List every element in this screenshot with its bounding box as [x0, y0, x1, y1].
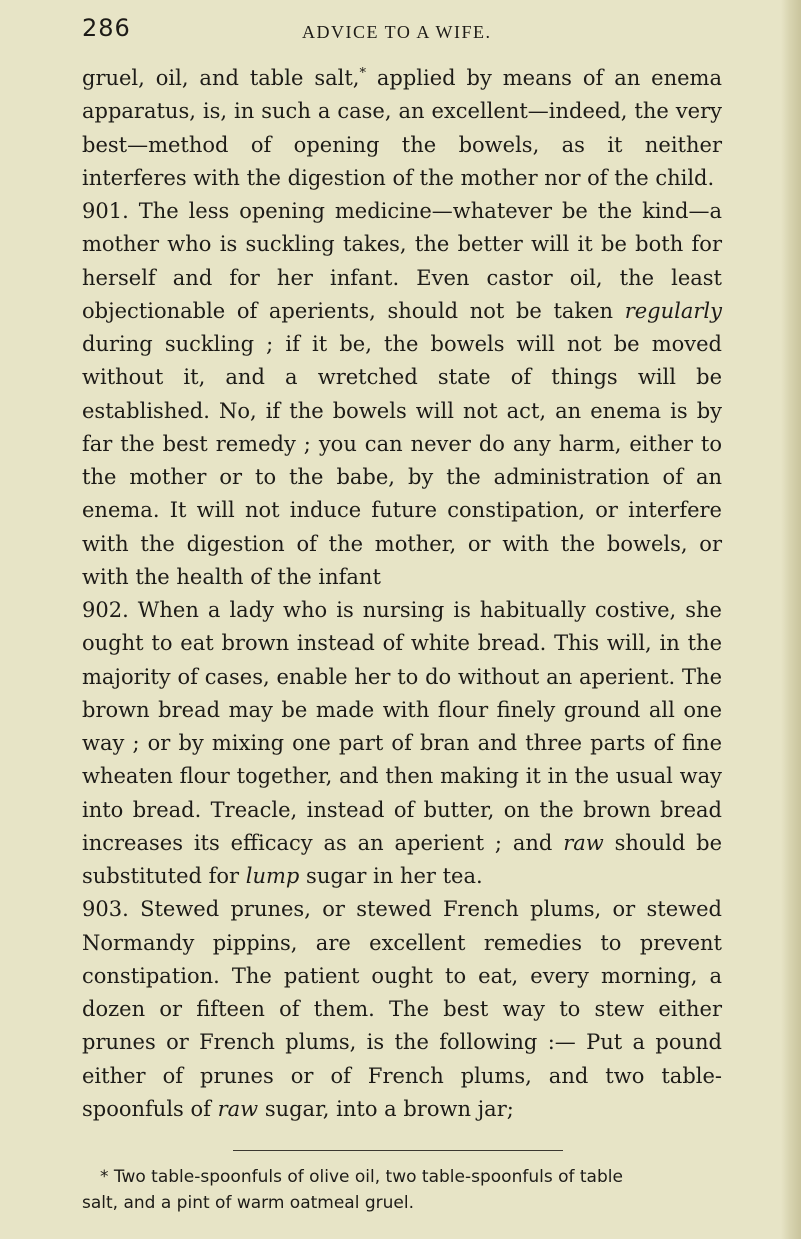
- footnote-line: salt, and a pint of warm oatmeal gruel.: [82, 1193, 414, 1213]
- text-run: sugar, into a brown jar;: [258, 1096, 514, 1121]
- footnote-divider: [233, 1150, 563, 1151]
- paragraph-902: [82, 594, 722, 893]
- paragraph-901: [82, 195, 722, 594]
- italic-text: regularly: [624, 298, 722, 323]
- page-number: 286: [82, 14, 131, 42]
- body-text: [82, 62, 722, 1126]
- italic-text: raw: [217, 1096, 259, 1121]
- running-head: ADVICE TO A WIFE.: [302, 22, 492, 42]
- text-run: applied by means of an enema apparatus, is, in such a case, an excellent—indeed, the very best—method of opening the bowels, as it neither interferes with the digestion of the mother nor of the child.: [82, 66, 722, 190]
- footnote-marker: *: [359, 66, 366, 81]
- page-edge-shadow: [781, 0, 801, 1239]
- paragraph-903: [82, 893, 722, 1126]
- paragraph-continuation: [82, 62, 722, 195]
- text-run: during suckling ; if it be, the bowels will not be moved without it, and a wretched state of things will be established. No, if the bowels will not act, an enema is by far the best remedy ; you can never do any harm, either to the mother or to the babe, by the administration of an enema. It will not induce future constipation, or interfere with the digestion of the mother, or with the bowels, or with the health of the infant: [82, 332, 722, 589]
- text-run: sugar in her tea.: [299, 864, 483, 888]
- text-run: 903. Stewed prunes, or stewed French plums, or stewed Normandy pippins, are excellent remedies to prevent constipation. The patient ought to eat, every morning, a dozen or fifteen of them. The best way to stew either prunes or French plums, is the following :— Put a pound either of prunes or of French plums, and two table-spoonfuls of: [82, 897, 722, 1121]
- italic-text: lump: [245, 864, 300, 888]
- text-run: 902. When a lady who is nursing is habitually costive, she ought to eat brown instead of white bread. This will, in the majority of cases, enable her to do without an aperient. The brown bread may be made with flour finely ground all one way ; or by mixing one part of bran and three parts of fine wheaten flour together, and then making it in the usual way into bread. Treacle, instead of butter, on the brown bread increases its efficacy as an aperient ; and: [82, 598, 722, 855]
- italic-text: raw: [563, 830, 604, 855]
- text-run: should be substituted for: [82, 830, 722, 888]
- footnote: [82, 1164, 722, 1216]
- text-run: 901. The less opening medicine—whatever be the kind—a mother who is suckling takes, the better will it be both for herself and for her infant. Even castor oil, the least objectionable of aperients, should not be taken: [82, 199, 722, 323]
- footnote-line: * Two table-spoonfuls of olive oil, two table-spoonfuls of table: [100, 1167, 623, 1187]
- text-run: gruel, oil, and table salt,: [82, 66, 360, 90]
- page-header: [82, 14, 734, 54]
